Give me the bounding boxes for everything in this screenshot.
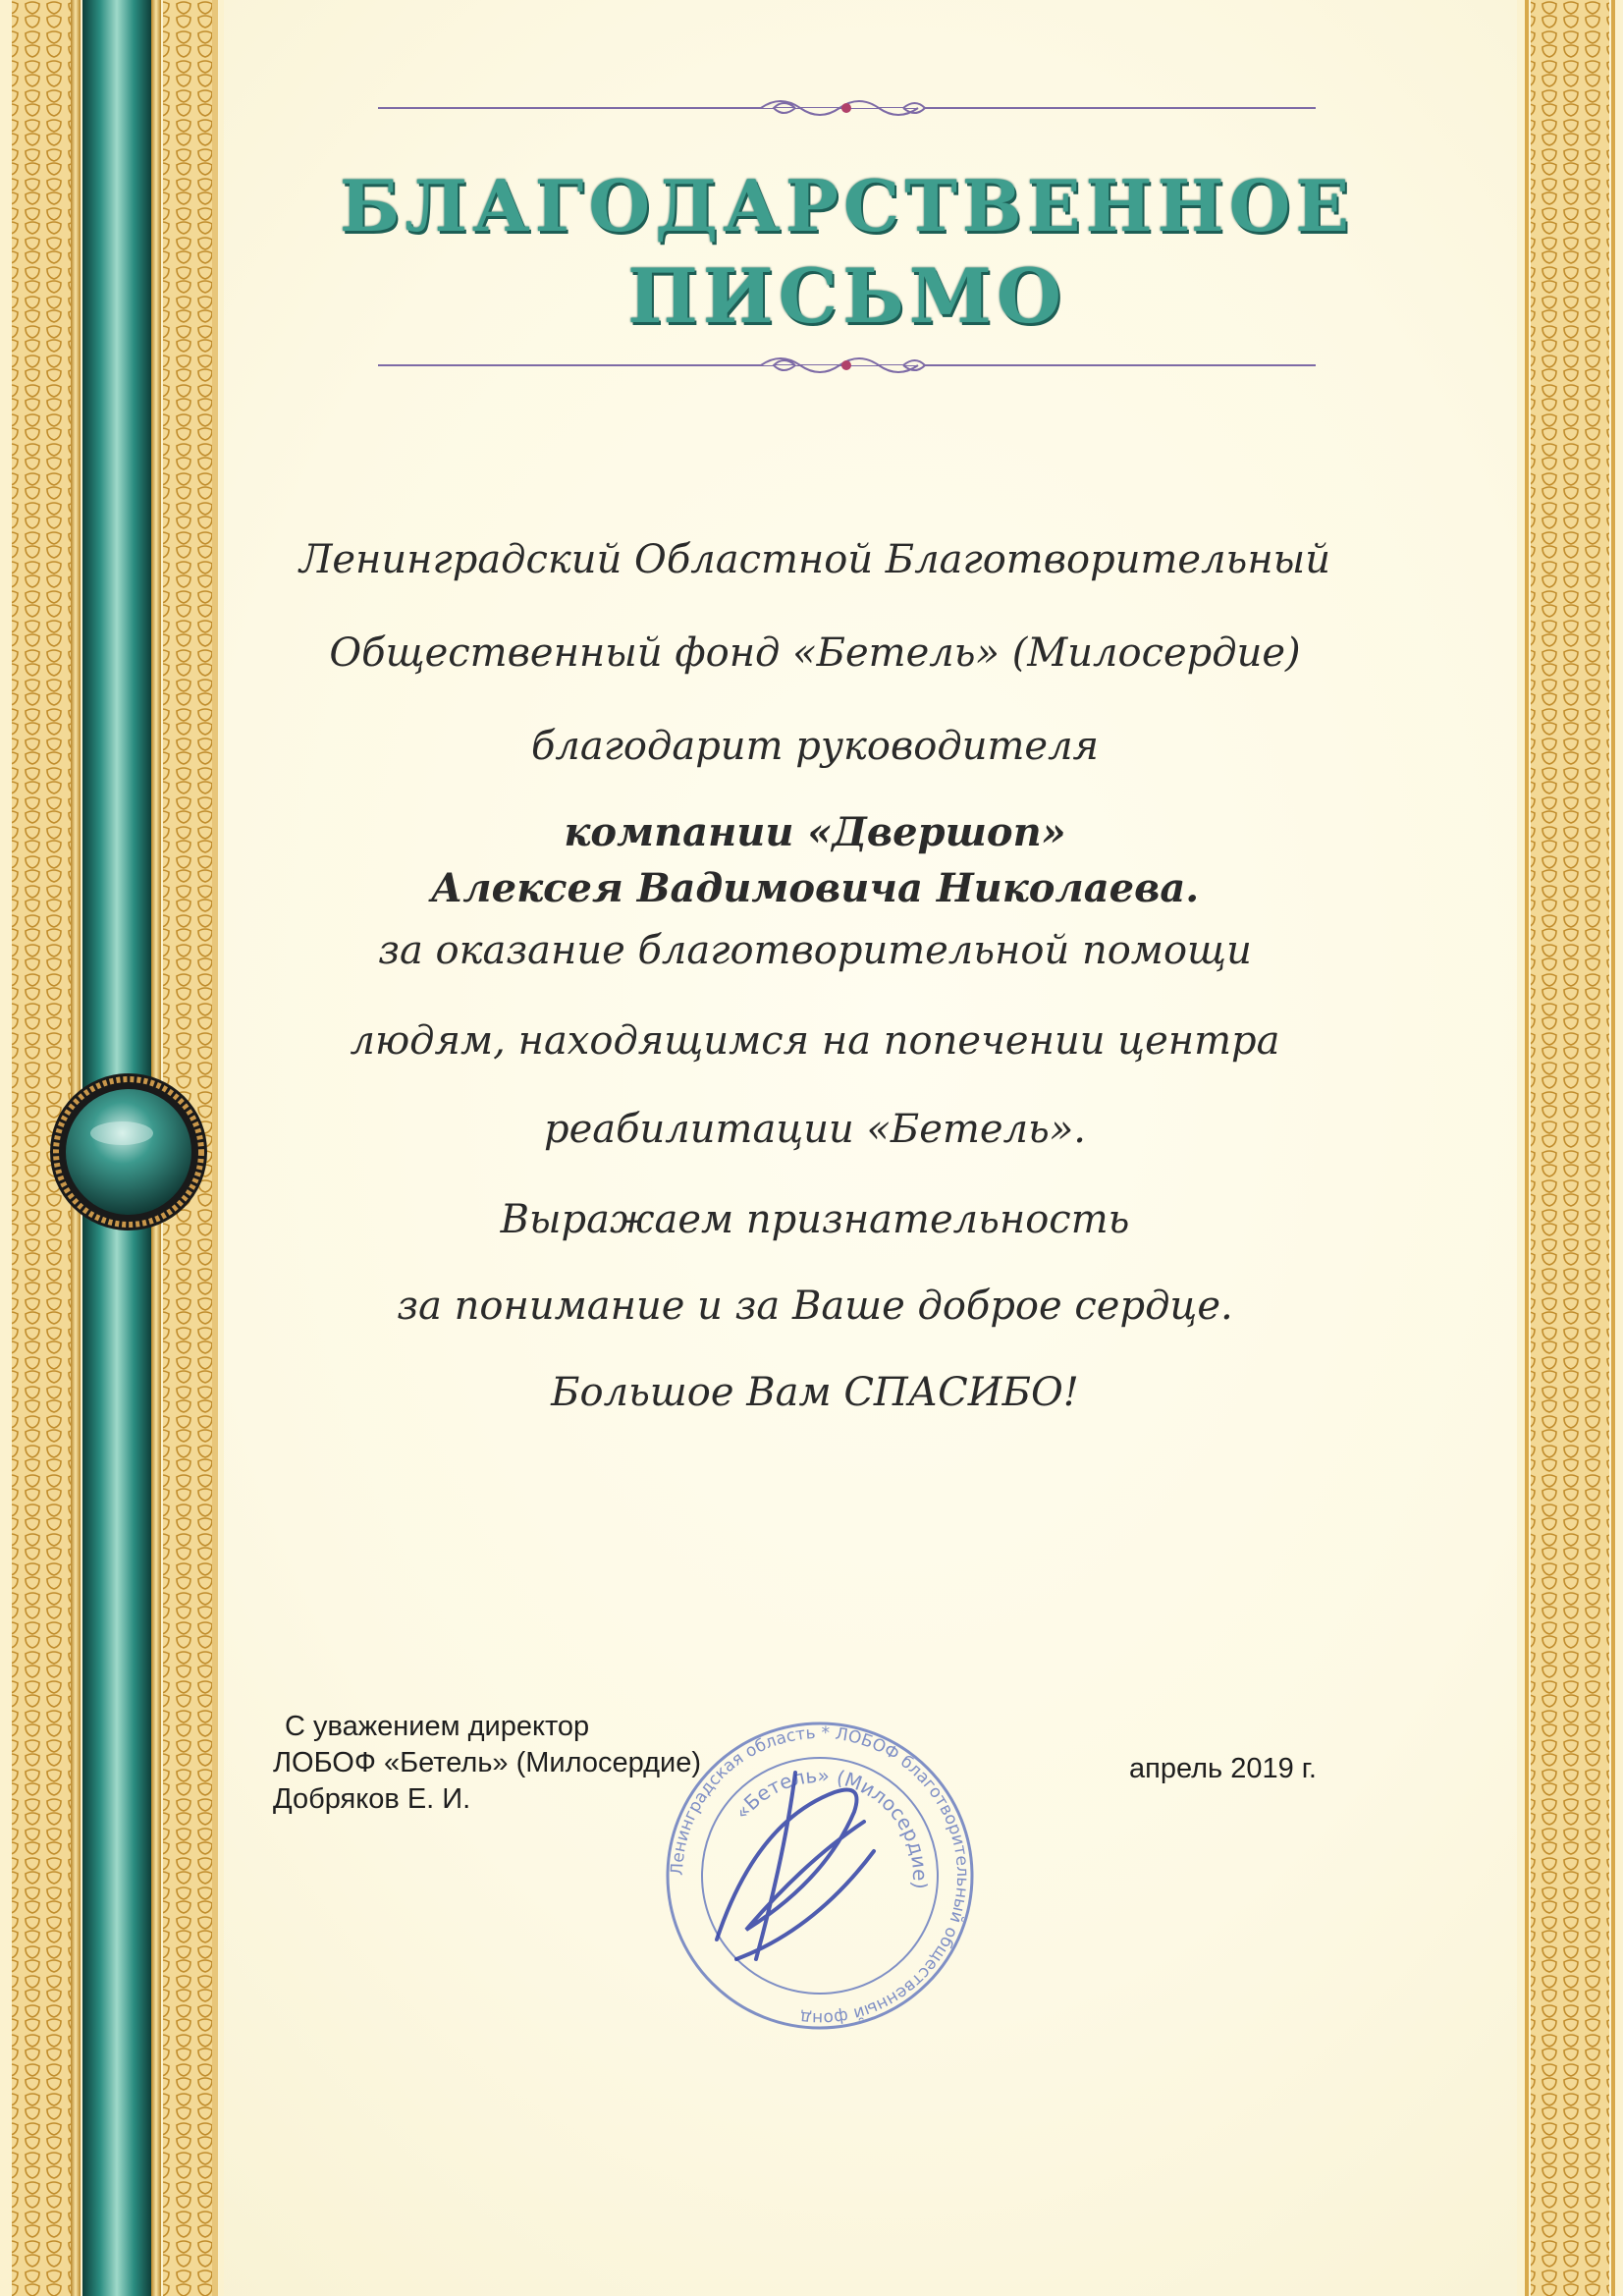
stamp-outer-text: Ленинградская область * ЛОБОФ благотворительный общественный фонд: [667, 1722, 973, 2029]
body-line: за оказание благотворительной помощи: [378, 928, 1252, 973]
letter-date: апрель 2019 г.: [1129, 1753, 1317, 1784]
signature-organization: ЛОБОФ «Бетель» (Милосердие): [273, 1747, 702, 1778]
body-line: за понимание и за Ваше доброе сердце.: [397, 1284, 1233, 1329]
body-line: реабилитации «Бетель».: [543, 1107, 1087, 1152]
signature-block: [273, 1709, 701, 1818]
stamp-inner-text: «Бетель» (Милосердие): [730, 1763, 933, 1890]
title-line-1: БЛАГОДАРСТВЕННОЕ: [339, 164, 1355, 247]
recipient-name: Алексея Вадимовича Николаева.: [430, 865, 1200, 911]
body-line: Выражаем признательность: [500, 1197, 1130, 1242]
body-line: Ленинградский Областной Благотворительный: [298, 537, 1331, 582]
signature-scribble: [717, 1773, 874, 1959]
body-line: благодарит руководителя: [530, 724, 1100, 769]
recipient-company: компании «Двершоп»: [564, 809, 1066, 855]
body-line: людям, находящимся на попечении центра: [350, 1018, 1280, 1064]
ribbon-medallion: [45, 1068, 212, 1235]
body-line: Общественный фонд «Бетель» (Милосердие): [329, 630, 1301, 676]
right-ornamental-border: [1517, 0, 1623, 2296]
closing-thanks: Большое Вам СПАСИБО!: [551, 1370, 1079, 1415]
title-block: [334, 93, 1360, 408]
ornamental-rule-bottom: [378, 351, 1316, 380]
signature-name: Добряков Е. И.: [273, 1783, 471, 1815]
svg-text:«Бетель» (Милосердие): [730, 1764, 932, 1890]
signature-greeting: С уважением директор: [285, 1711, 590, 1742]
title-line-2: ПИСЬМО: [626, 252, 1067, 340]
ornamental-rule-top: [378, 93, 1316, 123]
